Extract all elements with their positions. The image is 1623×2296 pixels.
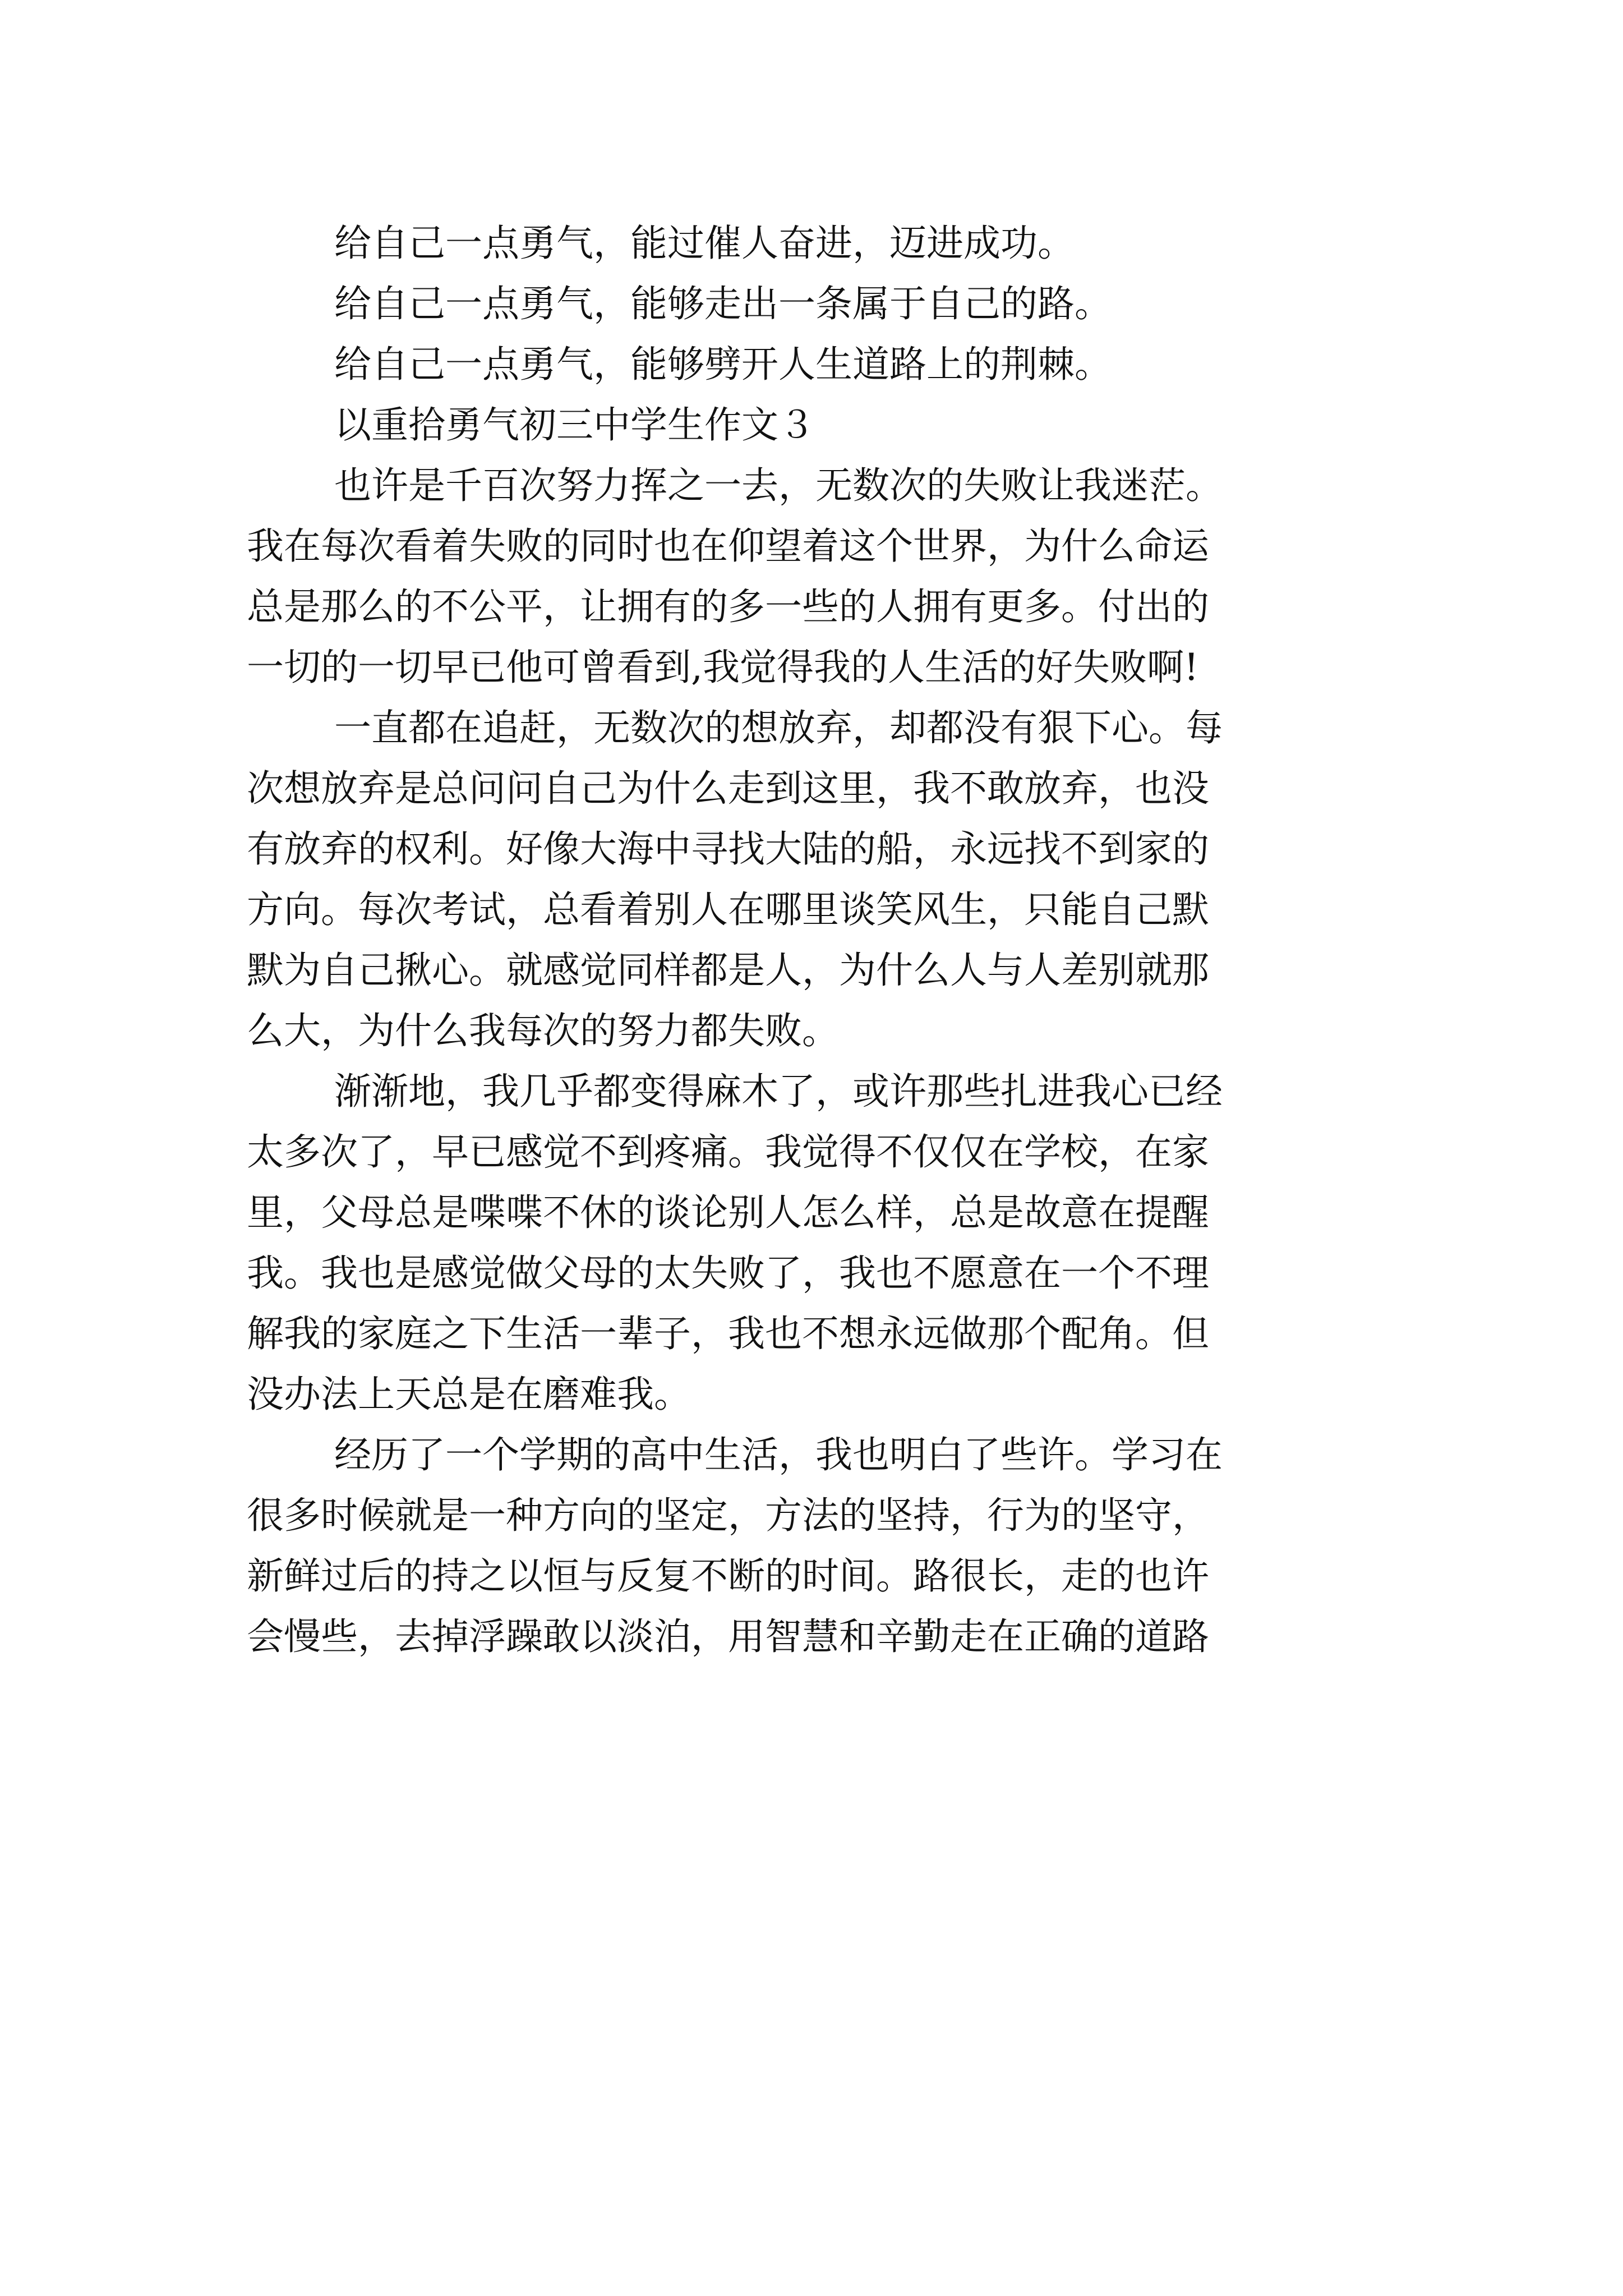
text-line: 解我的家庭之下生活一辈子，我也不想永远做那个配角。但 xyxy=(247,1312,1209,1355)
text-line: 总是那么的不公平，让拥有的多一些的人拥有更多。付出的 xyxy=(247,585,1209,628)
text-line: 有放弃的权利。好像大海中寻找大陆的船，永远找不到家的 xyxy=(247,827,1209,871)
text-line: 里，父母总是喋喋不休的谈论别人怎么样，总是故意在提醒 xyxy=(247,1191,1209,1234)
paragraph-first-line: 一直都在追赶，无数次的想放弃，却都没有狠下心。每 xyxy=(334,706,1223,749)
text-line: 一切的一切早已他可曾看到,我觉得我的人生活的好失败啊! xyxy=(247,646,1199,689)
text-line: 太多次了，早已感觉不到疼痛。我觉得不仅仅在学校，在家 xyxy=(247,1130,1209,1174)
text-line: 方向。每次考试，总看着别人在哪里谈笑风生，只能自己默 xyxy=(247,888,1209,931)
text-line: 我。我也是感觉做父母的太失败了，我也不愿意在一个不理 xyxy=(247,1251,1209,1295)
document-body xyxy=(247,213,1391,1667)
text-line: 新鲜过后的持之以恒与反复不断的时间。路很长，走的也许 xyxy=(247,1554,1209,1598)
paragraph-first-line: 经历了一个学期的高中生活，我也明白了些许。学习在 xyxy=(334,1433,1223,1476)
text-line: 没办法上天总是在磨难我。 xyxy=(247,1373,691,1416)
text-line: 默为自己揪心。就感觉同样都是人，为什么人与人差别就那 xyxy=(247,949,1209,992)
paragraph-first-line: 渐渐地，我几乎都变得麻木了，或许那些扎进我心已经 xyxy=(334,1070,1223,1113)
text-line: 次想放弃是总问问自己为什么走到这里，我不敢放弃，也没 xyxy=(247,767,1209,810)
paragraph-first-line: 也许是千百次努力挥之一去，无数次的失败让我迷茫。 xyxy=(334,464,1223,507)
text-line: 我在每次看着失败的同时也在仰望着这个世界，为什么命运 xyxy=(247,524,1209,568)
text-line: 给自己一点勇气，能够走出一条属于自己的路。 xyxy=(334,282,1112,325)
section-title: 以重拾勇气初三中学生作文３ xyxy=(334,403,815,447)
text-line: 给自己一点勇气，能够劈开人生道路上的荆棘。 xyxy=(334,343,1112,386)
text-line: 会慢些，去掉浮躁敢以淡泊，用智慧和辛勤走在正确的道路 xyxy=(247,1615,1209,1658)
text-line: 么大，为什么我每次的努力都失败。 xyxy=(247,1009,839,1052)
text-line: 给自己一点勇气，能过催人奋进，迈进成功。 xyxy=(334,222,1075,265)
text-line: 很多时候就是一种方向的坚定，方法的坚持，行为的坚守， xyxy=(247,1494,1209,1537)
